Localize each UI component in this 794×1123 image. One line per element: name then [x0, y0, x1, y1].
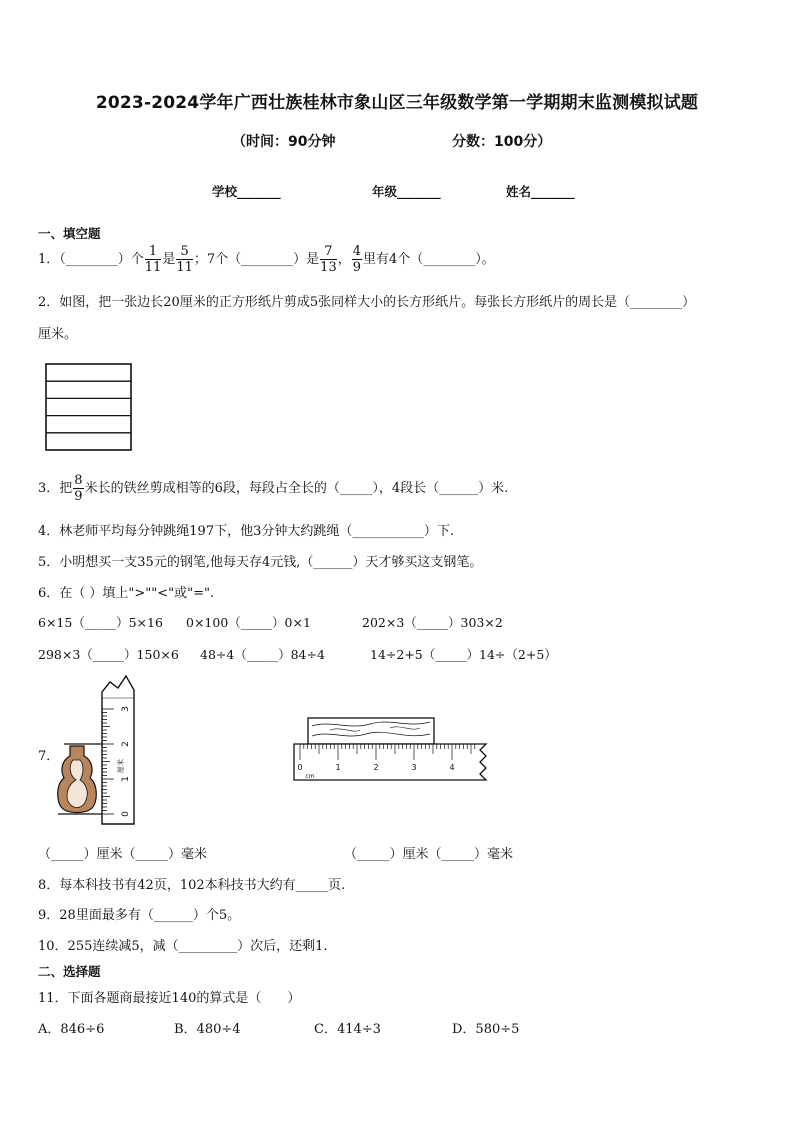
school-label: 学校 — [212, 184, 238, 199]
ruler-v-unit: 厘米 — [117, 759, 125, 773]
name-label: 姓名 — [506, 184, 532, 199]
ruler-h-tick-label: 4 — [449, 763, 455, 772]
question-11-stem: 11．下面各题商最接近140的算式是（ ） — [38, 991, 301, 1006]
q6-item: 14÷2+5（_____）14÷（2+5） — [370, 647, 557, 662]
page-title: 2023-2024学年广西壮族桂林市象山区三年级数学第一学期期末监测模拟试题 — [95, 93, 699, 113]
vertical-ruler-figure — [54, 674, 138, 830]
grade-field — [372, 182, 441, 200]
q3-fraction: $\frac{8}{9}$ — [74, 473, 83, 504]
question-2-line-1: 2．如图，把一张边长20厘米的正方形纸片剪成5张同样大小的长方形纸片。每张长方形纸片的周长是（________） — [38, 295, 696, 310]
section-fill-blank: 一、填空题 — [38, 226, 101, 241]
ruler-h-tick-label: 3 — [411, 763, 417, 772]
q6-item: 48÷4（_____）84÷4 — [200, 647, 325, 662]
exam-score: 分数：100分） — [452, 134, 552, 150]
q6-item: 202×3（_____）303×2 — [362, 615, 503, 630]
name-field — [506, 182, 575, 200]
name-blank: _______ — [531, 184, 575, 199]
q7-answer-left: （_____）厘米（_____）毫米 — [38, 847, 208, 862]
question-7-label: 7． — [38, 749, 60, 764]
school-field — [212, 182, 281, 200]
q1-fraction-2: $\frac{5}{11}$ — [176, 244, 193, 275]
exam-time: （时间：90分钟 — [232, 134, 336, 150]
q1-text-c: ；7个（________）是 — [193, 252, 320, 267]
ruler-h-unit: cm — [305, 773, 315, 780]
grade-label: 年级 — [372, 184, 398, 199]
question-9: 9．28里面最多有（______）个5。 — [38, 908, 241, 923]
q7-answer-right: （_____）厘米（_____）毫米 — [344, 847, 514, 862]
q1-text-d: ， — [337, 252, 351, 267]
question-1 — [38, 244, 495, 275]
ruler-h-tick-label: 2 — [373, 763, 379, 772]
q1-fraction-3: $\frac{7}{13}$ — [320, 244, 337, 275]
ruler-v-tick-label: 3 — [121, 706, 131, 712]
q1-fraction-4: $\frac{4}{9}$ — [352, 244, 362, 275]
q1-text-a: 1．（________）个 — [38, 252, 144, 267]
q11-option-b: B．480÷4 — [174, 1022, 241, 1037]
question-6-stem: 6．在（ ）填上">""<"或"=". — [38, 586, 215, 601]
question-2-line-2: 厘米。 — [38, 327, 78, 342]
square-strips-figure — [44, 362, 134, 454]
q1-text-e: 里有4个（________）。 — [363, 252, 495, 267]
ruler-v-tick-label: 2 — [121, 741, 131, 747]
question-3 — [38, 473, 508, 504]
q3-text-b: 米长的铁丝剪成相等的6段，每段占全长的（_____），4段长（______）米. — [84, 481, 509, 496]
q1-text-b: 是 — [162, 252, 176, 267]
horizontal-ruler-figure — [290, 716, 490, 784]
school-blank: _______ — [237, 184, 281, 199]
section-multiple-choice: 二、选择题 — [38, 964, 101, 979]
question-8: 8．每本科技书有42页，102本科技书大约有_____页. — [38, 878, 346, 893]
q11-option-a: A．846÷6 — [38, 1022, 105, 1037]
ruler-h-tick-label: 1 — [335, 763, 341, 772]
wood-block-icon — [308, 718, 434, 744]
q11-option-c: C．414÷3 — [314, 1022, 381, 1037]
q11-option-d: D．580÷5 — [452, 1022, 520, 1037]
q6-item: 6×15（_____）5×16 — [38, 615, 163, 630]
q3-text-a: 3．把 — [38, 481, 73, 496]
ruler-v-tick-label: 0 — [121, 811, 131, 817]
q6-item: 298×3（_____）150×6 — [38, 647, 179, 662]
ruler-h-tick-label: 0 — [297, 763, 303, 772]
question-4: 4．林老师平均每分钟跳绳197下，他3分钟大约跳绳（___________）下. — [38, 524, 454, 539]
q1-fraction-1: $\frac{1}{11}$ — [144, 244, 162, 275]
grade-blank: _______ — [397, 184, 441, 199]
question-5: 5．小明想买一支35元的钢笔,他每天存4元钱,（______）天才够买这支钢笔。 — [38, 555, 483, 570]
question-10: 10．255连续减5，减（_________）次后，还剩1. — [38, 939, 328, 954]
q6-item: 0×100（_____）0×1 — [186, 615, 311, 630]
ruler-v-tick-label: 1 — [121, 776, 131, 782]
